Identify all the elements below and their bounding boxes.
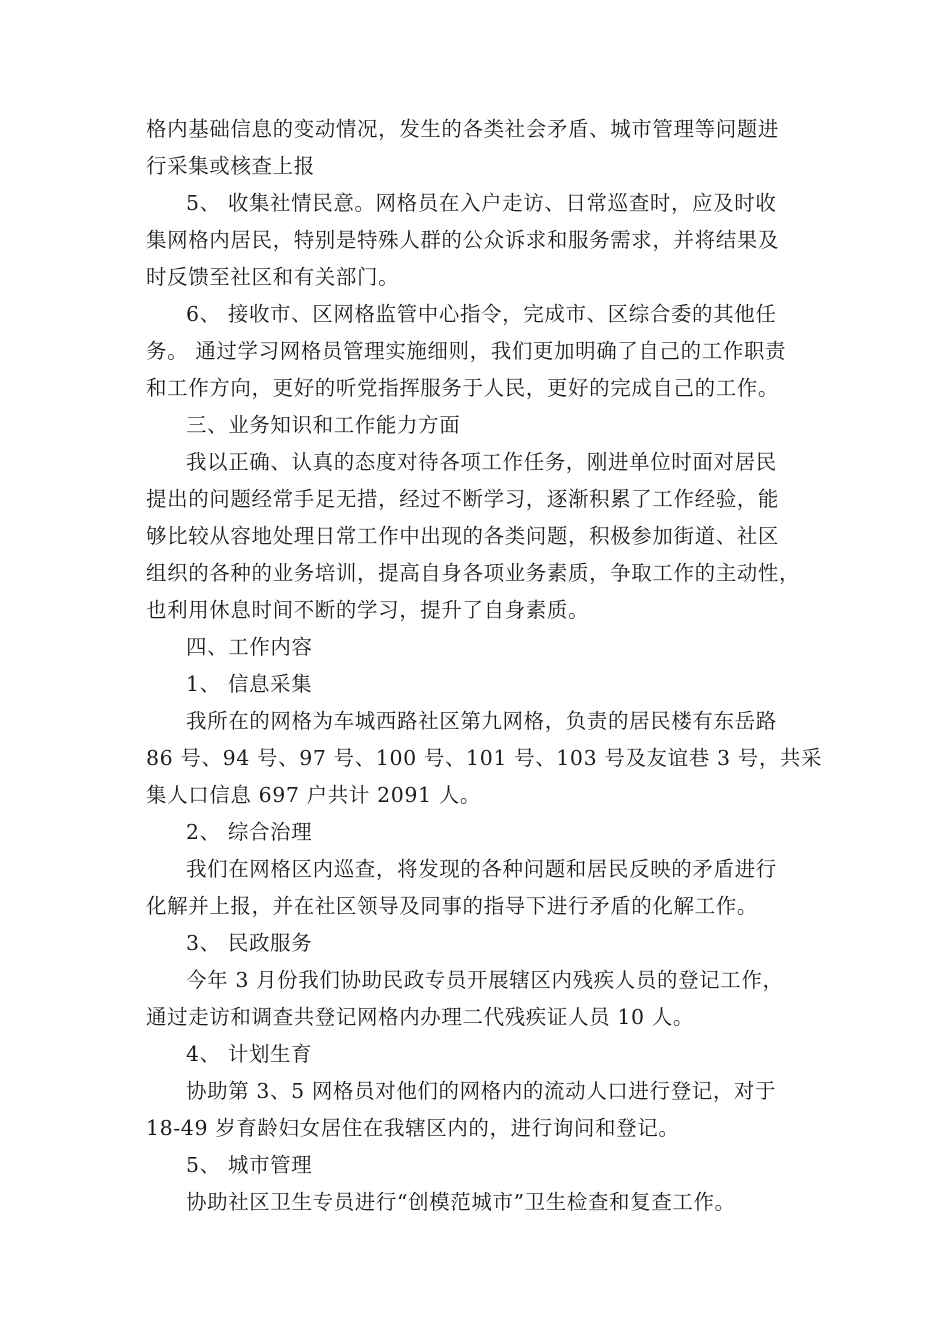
subheading-civil-affairs: 3、 民政服务	[186, 931, 313, 955]
paragraph-start: 协助社区卫生专员进行“创模范城市”卫生检查和复查工作。	[186, 1190, 736, 1214]
text-line: 18-49 岁育龄妇女居住在我辖区内的，进行询问和登记。	[146, 1116, 680, 1140]
paragraph-start: 协助第 3、5 网格员对他们的网格内的流动人口进行登记，对于	[186, 1079, 777, 1103]
text-line: 通过走访和调查共登记网格内办理二代残疾证人员 10 人。	[146, 1005, 694, 1029]
paragraph-start: 我们在网格区内巡查，将发现的各种问题和居民反映的矛盾进行	[186, 857, 777, 881]
text-line: 和工作方向，更好的听党指挥服务于人民，更好的完成自己的工作。	[146, 376, 779, 400]
paragraph-start: 我以正确、认真的态度对待各项工作任务，刚进单位时面对居民	[186, 450, 777, 474]
list-item-6-heading: 6、 接收市、区网格监管中心指令，完成市、区综合委的其他任	[186, 302, 777, 326]
text-line: 提出的问题经常手足无措，经过不断学习，逐渐积累了工作经验，能	[146, 487, 779, 511]
text-line: 化解并上报，并在社区领导及同事的指导下进行矛盾的化解工作。	[146, 894, 758, 918]
subheading-family-planning: 4、 计划生育	[186, 1042, 313, 1066]
text-line: 行采集或核查上报	[146, 154, 315, 178]
text-line: 够比较从容地处理日常工作中出现的各类问题，积极参加街道、社区	[146, 524, 779, 548]
text-line: 集网格内居民，特别是特殊人群的公众诉求和服务需求，并将结果及	[146, 228, 779, 252]
text-line: 时反馈至社区和有关部门。	[146, 265, 400, 289]
paragraph-start: 今年 3 月份我们协助民政专员开展辖区内残疾人员的登记工作，	[186, 968, 784, 992]
subheading-info-collection: 1、 信息采集	[186, 672, 313, 696]
list-item-5-heading: 5、 收集社情民意。网格员在入户走访、日常巡查时，应及时收	[186, 191, 777, 215]
subheading-governance: 2、 综合治理	[186, 820, 313, 844]
section-heading-3: 三、业务知识和工作能力方面	[186, 413, 461, 437]
text-line: 也利用休息时间不断的学习，提升了自身素质。	[146, 598, 590, 622]
text-line: 格内基础信息的变动情况，发生的各类社会矛盾、城市管理等问题进	[146, 117, 779, 141]
text-line: 集人口信息 697 户共计 2091 人。	[146, 783, 481, 807]
text-line: 务。 通过学习网格员管理实施细则，我们更加明确了自己的工作职责	[146, 339, 787, 363]
subheading-city-management: 5、 城市管理	[186, 1153, 313, 1177]
text-line: 86 号、94 号、97 号、100 号、101 号、103 号及友谊巷 3 号，共采	[146, 746, 823, 770]
paragraph-start: 我所在的网格为车城西路社区第九网格，负责的居民楼有东岳路	[186, 709, 777, 733]
section-heading-4: 四、工作内容	[186, 635, 313, 659]
text-line: 组织的各种的业务培训，提高自身各项业务素质，争取工作的主动性，	[146, 561, 801, 585]
